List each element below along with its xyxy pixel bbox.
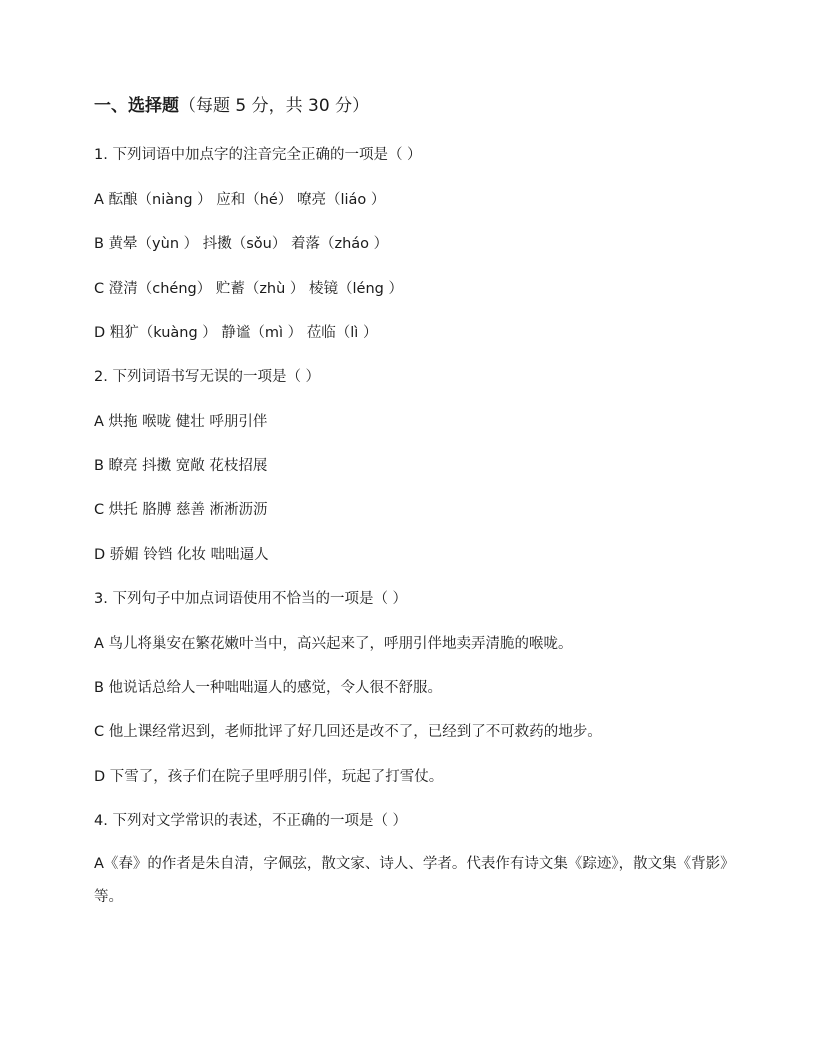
question-2-option-b: B 瞭亮 抖擞 宽敞 花枝招展 (94, 458, 268, 474)
question-3-option-c: C 他上课经常迟到，老师批评了好几回还是改不了，已经到了不可救药的地步。 (94, 724, 602, 740)
question-1-option-b: B 黄晕（yùn ） 抖擞（sǒu） 着落（zháo ） (94, 236, 389, 252)
question-1-stem: 1. 下列词语中加点字的注音完全正确的一项是（ ） (94, 147, 422, 163)
question-2-option-a: A 烘拖 喉咙 健壮 呼朋引伴 (94, 414, 268, 430)
section-heading-scoring: （每题 5 分，共 30 分） (179, 96, 370, 116)
question-2-stem: 2. 下列词语书写无误的一项是（ ） (94, 369, 321, 385)
question-3-option-a: A 鸟儿将巢安在繁花嫩叶当中，高兴起来了，呼朋引伴地卖弄清脆的喉咙。 (94, 636, 573, 652)
question-2-option-c: C 烘托 胳膊 慈善 淅淅沥沥 (94, 502, 268, 518)
question-2-option-d: D 骄媚 铃铛 化妆 咄咄逼人 (94, 547, 269, 563)
question-3-option-b: B 他说话总给人一种咄咄逼人的感觉，令人很不舒服。 (94, 680, 443, 696)
question-1-option-d: D 粗犷（kuàng ） 静谧（mì ） 莅临（lì ） (94, 325, 378, 341)
question-3-option-d: D 下雪了，孩子们在院子里呼朋引伴，玩起了打雪仗。 (94, 769, 444, 785)
question-1-option-a: A 酝酿（niàng ） 应和（hé） 嘹亮（liáo ） (94, 192, 386, 208)
section-heading-title: 一、选择题 (94, 96, 179, 116)
question-4-option-a: A《春》的作者是朱自清，字佩弦，散文家、诗人、学者。代表作有诗文集《踪迹》，散文集《背影》等。 (94, 856, 728, 905)
question-4-stem: 4. 下列对文学常识的表述，不正确的一项是（ ） (94, 813, 408, 829)
question-1-option-c: C 澄清（chéng） 贮蓄（zhù ） 棱镜（léng ） (94, 281, 403, 297)
section-heading (94, 94, 369, 118)
question-3-stem: 3. 下列句子中加点词语使用不恰当的一项是（ ） (94, 591, 408, 607)
